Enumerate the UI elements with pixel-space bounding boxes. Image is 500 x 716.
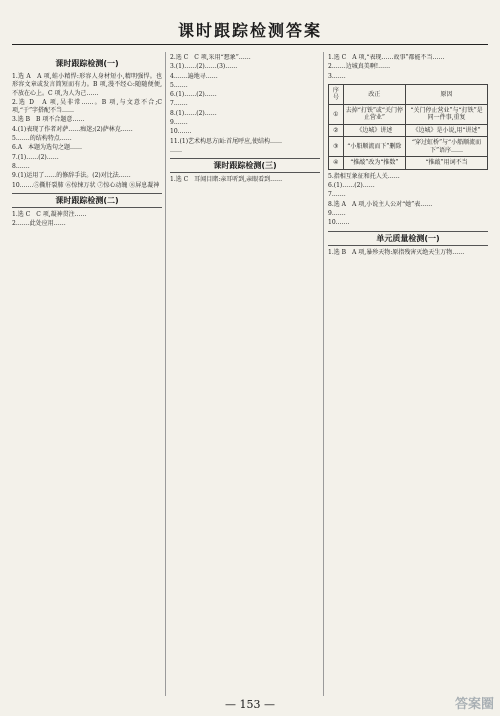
table-cell: “关门停止营业”与“打铁”是同一件事,重复 <box>406 104 488 124</box>
table-row <box>329 104 488 124</box>
answer-item: 11.(1)艺术构思方面:首尾呼应,使结构…… <box>170 137 282 145</box>
answer-item: 8.(1)……(2)…… <box>170 109 217 117</box>
column-2 <box>170 54 320 694</box>
answer-list <box>328 54 488 81</box>
section-heading: 课时跟踪检测(二) <box>12 193 162 208</box>
answer-item: 7.(1)……(2)…… <box>12 153 59 161</box>
answer-item: 8.…… <box>12 162 30 170</box>
answer-list <box>328 173 488 228</box>
answer-item: 8.选 A A 项,小说主人公对“她”表…… <box>328 200 433 208</box>
page-number: — 153 — <box>225 698 275 711</box>
answer-item: 1.选 C C 项,凝神贯注…… <box>12 210 87 218</box>
table-cell: 去掉“打铁”或“关门停止营业” <box>343 104 405 124</box>
answer-list <box>170 176 320 184</box>
answer-list <box>170 54 320 155</box>
table-cell: “推敲”改为“推数” <box>343 157 405 170</box>
table-row <box>329 137 488 157</box>
table-header-cell: 序号 <box>329 84 344 104</box>
table-body <box>329 104 488 169</box>
answer-item: 9.…… <box>170 119 188 127</box>
answer-item: 1.选 A A 项,蛙小精悍:形容人身材短小,精明强悍。也形容文章或发言简短而有力。B 项,漫不经心:随随便便,不放在心上。C 项,为人为己…… <box>12 73 162 97</box>
answer-item: 10.…… <box>170 128 192 136</box>
correction-table <box>328 84 488 170</box>
answer-item: 5.…… <box>170 81 188 89</box>
table-header-cell: 原因 <box>406 84 488 104</box>
section-heading: 课时跟踪检测(三) <box>170 158 320 173</box>
column-divider-2 <box>323 52 324 696</box>
column-1 <box>12 54 162 694</box>
answer-item: 2.……此处应用…… <box>12 220 66 228</box>
table-cell: ④ <box>329 157 344 170</box>
table-cell: 《边城》是小说,用“讲述” <box>406 124 488 137</box>
answer-item: …… <box>170 146 182 154</box>
answer-item: 5.指相互象征和托人关…… <box>328 172 400 180</box>
answer-item: 5.……的结构特点…… <box>12 135 72 143</box>
answer-item: 6.(1)……(2)…… <box>170 91 217 99</box>
answer-item: 2.选 C C 项,采用“想象”…… <box>170 54 251 61</box>
answer-item: 10.…… <box>328 219 350 227</box>
page-title: 课时跟踪检测答案 <box>177 21 322 40</box>
watermark-logo: 答案圈 <box>454 697 494 712</box>
answer-item: 9.…… <box>328 210 346 218</box>
answer-item: 4.(1)表现了作者对萨……痴迷;(2)萨林克…… <box>12 125 133 133</box>
table-header-cell: 改正 <box>343 84 405 104</box>
answer-list <box>328 249 488 257</box>
column-3 <box>328 54 488 694</box>
table-cell: ① <box>329 104 344 124</box>
answer-item: 2.选 D A 项,吴非常……。B 项,与文意不合;C 项,“于”字搭配不当…… <box>12 98 162 115</box>
table-row <box>329 124 488 137</box>
answer-item: 3.选 B B 项不合题意…… <box>12 116 85 124</box>
answer-item: 3.(1)……(2)……(3)…… <box>170 63 238 71</box>
title-divider <box>12 44 488 45</box>
answer-item: 7.…… <box>170 100 188 108</box>
answer-item: 2.……边城真美啊!…… <box>328 63 391 71</box>
table-cell: “推敲”用词不当 <box>406 157 488 170</box>
answer-list <box>12 211 162 229</box>
table-cell: “穿过虹桥”与“小船顺流而下”语序…… <box>406 137 488 157</box>
answer-item: 10.……⑤撕肝裂肺 ⑥惊悚万状 ⑦惊心动魄 ⑧屏息凝神 <box>12 181 160 189</box>
section-heading: 单元质量检测(一) <box>328 231 488 246</box>
answer-item: 7.…… <box>328 191 346 199</box>
table-cell: ③ <box>329 137 344 157</box>
answer-item: 6.A 本题为选句之题…… <box>12 144 83 152</box>
answer-item: 3.…… <box>328 72 346 80</box>
answer-list <box>12 73 162 190</box>
answer-item: 1.选 C A 项,“表现……故事”都能不当…… <box>328 54 445 61</box>
section-heading: 课时跟踪检测(一) <box>55 59 119 68</box>
answer-item: 9.(1)运用了……的修辞手法。(2)对比法…… <box>12 172 131 180</box>
answer-item: 6.(1)……(2)…… <box>328 182 375 190</box>
table-cell: ② <box>329 124 344 137</box>
answer-item: 1.选 B A 项,暴殄天物:原指残害灭绝天生万物…… <box>328 248 465 256</box>
column-divider-1 <box>165 52 166 696</box>
answer-item: 4.……遍地寻…… <box>170 72 218 80</box>
answer-item: 1.选 C 耳闻目睹:亲耳听到,亲眼看到…… <box>170 176 283 184</box>
table-row <box>329 157 488 170</box>
table-header-row <box>329 84 488 104</box>
table-cell: “小船顺流而下”删除 <box>343 137 405 157</box>
table-cell: 《边城》讲述 <box>343 124 405 137</box>
